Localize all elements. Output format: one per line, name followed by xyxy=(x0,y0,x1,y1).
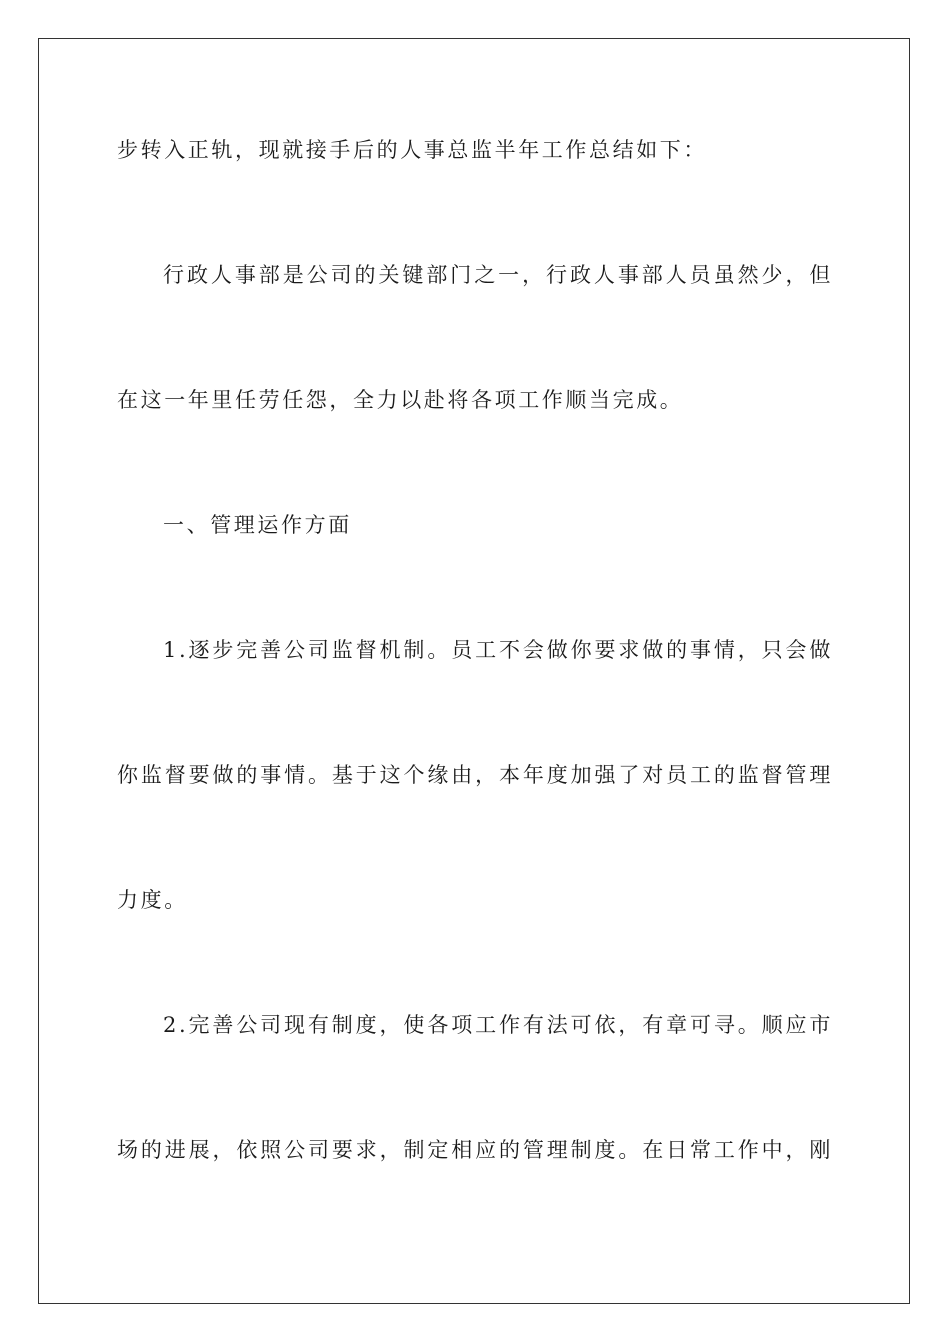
body-text-line-2: 行政人事部是公司的关键部门之一，行政人事部人员虽然少，但 xyxy=(163,263,833,287)
body-text-line-3: 在这一年里任劳任怨，全力以赴将各项工作顺当完成。 xyxy=(117,388,684,412)
body-text-line-6: 你监督要做的事情。基于这个缘由，本年度加强了对员工的监督管理 xyxy=(117,763,833,787)
body-text-line-9: 场的进展，依照公司要求，制定相应的管理制度。在日常工作中，刚 xyxy=(117,1138,833,1162)
body-text-line-5: 1.逐步完善公司监督机制。员工不会做你要求做的事情，只会做 xyxy=(163,638,833,662)
body-text-line-8: 2.完善公司现有制度，使各项工作有法可依，有章可寻。顺应市 xyxy=(163,1013,833,1037)
body-text-line-7: 力度。 xyxy=(117,888,188,912)
page-border xyxy=(38,38,910,1304)
body-text-line-1: 步转入正轨，现就接手后的人事总监半年工作总结如下： xyxy=(117,138,707,162)
section-heading: 一、管理运作方面 xyxy=(163,513,352,537)
